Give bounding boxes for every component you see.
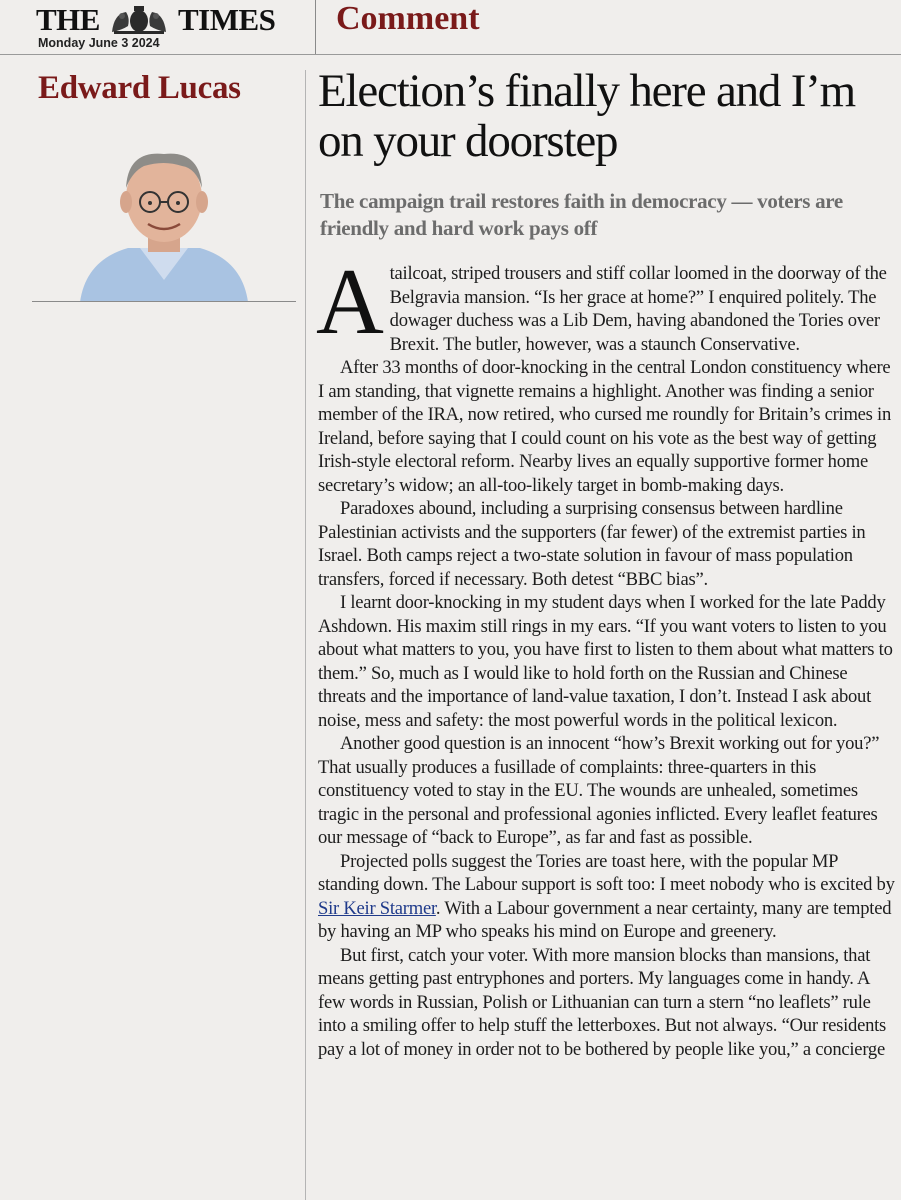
article-paragraph-3: Paradoxes abound, including a surprising consensus between hardline Palestinian activists and the supporters (far fewer) of the extremist parties in Israel. Both camps reject a two-state solution in favour of mass population transfers, forced if necessary. Both detest “BBC bias”. [318,498,866,590]
logo-word-the: THE [36,2,100,37]
article-paragraph-7: But first, catch your voter. With more mansion blocks than mansions, that means getting past entryphones and porters. My languages come in handy. A few words in Russian, Polish or Lithuanian can turn a stern “no leaflets” rule into a smiling offer to help stuff the letterboxes. But not always. “Our residents pay a lot of money in order not to be bothered by people like you,” a concierge [318,944,887,1060]
edition-date: Monday June 3 2024 [38,36,160,50]
paragraph-6-text-after: . With a Labour government a near certainty, many are tempted by having an MP who speaks his mind on Europe and greenery. [318,897,892,942]
article-paragraph-5: Another good question is an innocent “how’s Brexit working out for you?” That usually produces a fusillade of complaints: three-quarters in this constituency voted to stay in the EU. The wounds are unhealed, sometimes tragic in the personal and professional agonies inflicted. Every leaflet features our message of “back to Europe”, as far and fast as possible. [318,733,880,848]
article-headline: Election’s finally here and I’m on your doorstep [318,65,856,167]
keir-starmer-link[interactable]: Sir Keir Starmer [318,897,436,919]
article-paragraph-1 [316,250,898,356]
royal-crest-icon [104,4,174,36]
article-paragraph-4: I learnt door-knocking in my student days when I worked for the late Paddy Ashdown. His maxim still rings in my ears. “If you want voters to listen to you about what matters to you, you have first to listen to them about what matters to them.” So, much as I would like to hold forth on the Russian and Chinese threats and the importance of land-value taxation, I don’t. Instead I ask about noise, mess and safety: the most powerful words in the political lexicon. [318,592,893,731]
times-logo[interactable] [36,2,275,38]
article-body [316,250,898,1061]
logo-word-times: TIMES [177,2,276,37]
section-label[interactable]: Comment [336,0,480,37]
masthead-divider [315,0,316,54]
portrait-rule [32,301,296,302]
author-portrait [32,120,296,302]
article-paragraph-6 [318,850,898,944]
paragraph-1-text: tailcoat, striped trousers and stiff collar loomed in the doorway of the Belgravia mansion. “Is her grace at home?” I enquired politely. The dowager duchess was a Lib Dem, having abandoned the Tories over Brexit. The butler, however, was a staunch Conservative. [389,263,887,355]
author-name[interactable]: Edward Lucas [38,70,241,106]
drop-cap: A [316,250,384,354]
article-paragraph-2: After 33 months of door-knocking in the central London constituency where I am standing, that vignette remains a highlight. Another was finding a senior member of the IRA, now retired, who cursed me roundly for Britain’s crimes in Ireland, before saying that I could count on his vote as the best way of getting Irish-style electoral reform. Nearby lives an equally supportive former home secretary’s widow; an all-too-likely target in bomb-making days. [318,357,892,496]
column-divider [305,70,306,1200]
article-standfirst: The campaign trail restores faith in democracy — voters are friendly and hard work pays off [320,189,843,240]
paragraph-6-text-before: Projected polls suggest the Tories are toast here, with the popular MP standing down. The Labour support is soft too: I meet nobody who is excited by [318,850,895,895]
masthead [0,0,901,55]
